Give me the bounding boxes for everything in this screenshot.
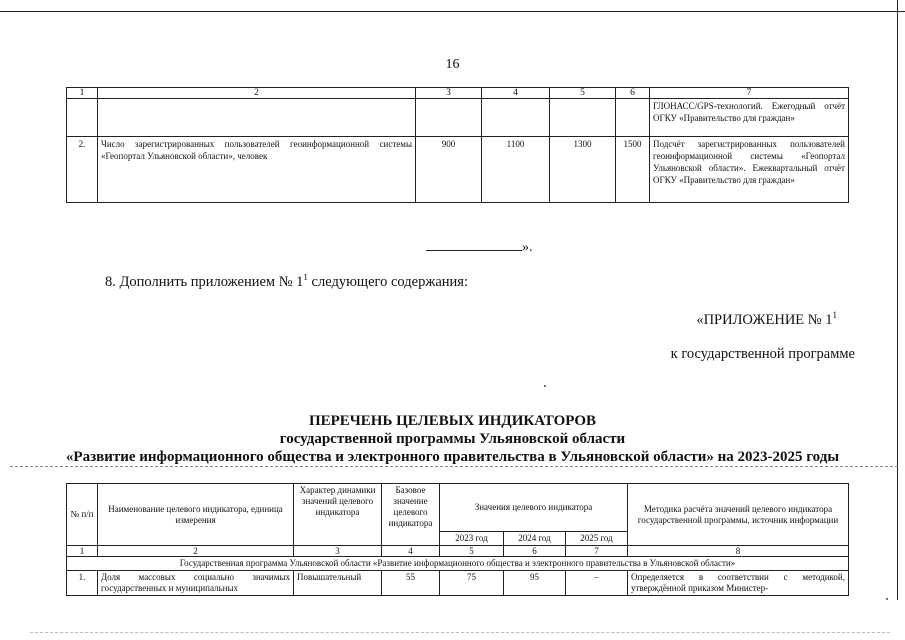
method-cell: Определяется в соответствии с методикой, утверждённой приказом Министер- [628,571,849,596]
value-cell: 1300 [550,137,616,203]
item-tail: следующего содержания: [307,274,468,290]
method-cell: Подсчёт зарегистрированных пользователей геоинформационной системы «Геопортал Ульяновской области». Ежеквартальный отчёт ОГКУ «Правительство для граждан» [650,137,849,203]
col-number: 7 [650,88,849,99]
col-number: 5 [550,88,616,99]
value-cell: 75 [440,571,504,596]
row-number: 2. [67,137,98,203]
table-row [67,571,849,596]
appendix-label [696,312,837,329]
title-line: ПЕРЕЧЕНЬ ЦЕЛЕВЫХ ИНДИКАТОРОВ [308,413,597,429]
scan-artifact-line [10,466,898,467]
header-year: 2025 год [566,532,628,546]
scan-artifact-bottom-line [30,632,890,633]
col-number: 1 [67,88,98,99]
scan-speck [886,598,888,600]
document-title [0,412,905,466]
indicator-name: Доля массовых социально значимых государственных и муниципальных [98,571,294,596]
value-cell: 900 [416,137,482,203]
col-number: 5 [440,546,504,557]
item-text: 8. Дополнить приложением № 1 [105,274,304,290]
end-quote: ». [522,240,533,255]
end-underline [426,250,522,251]
indicators-table-continuation [66,87,849,203]
table-row [67,137,849,203]
header-no: № п/п [67,484,98,546]
value-cell: 95 [504,571,566,596]
header-method: Методика расчёта значений целевого индикатора государственной программы, источник информации [628,484,849,546]
top-border-line [0,11,905,12]
col-number: 8 [628,546,849,557]
program-title-cell: Государственная программа Ульяновской области «Развитие информационного общества и электронного правительства в Ульяновской области» [67,557,849,571]
superscript: 1 [832,310,837,321]
appendix-text: «ПРИЛОЖЕНИЕ № 1 [696,312,833,328]
col-number: 3 [416,88,482,99]
col-number: 2 [98,88,416,99]
col-number: 4 [382,546,440,557]
col-number: 3 [294,546,382,557]
appendix-subtitle: к государственной программе [670,346,855,362]
superscript: 1 [303,272,308,283]
dynamics-cell: Повышательный [294,571,382,596]
table-row [67,99,849,137]
indicators-table [66,483,849,596]
program-row [67,557,849,571]
value-cell: – [566,571,628,596]
header-name: Наименование целевого индикатора, единица измерения [98,484,294,546]
header-base: Базовое значение целевого индикатора [382,484,440,546]
indicator-name: Число зарегистрированных пользователей геоинформационной системы «Геопортал Ульяновской области», человек [98,137,416,203]
col-number: 4 [482,88,550,99]
value-cell: 1500 [616,137,650,203]
row-number: 1. [67,571,98,596]
method-cell: ГЛОНАСС/GPS-технологий. Ежегодный отчёт ОГКУ «Правительство для граждан» [650,99,849,137]
col-number: 7 [566,546,628,557]
header-year: 2023 год [440,532,504,546]
scan-speck [544,385,546,387]
header-year: 2024 год [504,532,566,546]
header-values: Значения целевого индикатора [440,484,628,532]
header-row [67,484,849,532]
base-value-cell: 55 [382,571,440,596]
col-number: 1 [67,546,98,557]
header-dynamics: Характер динамики значений целевого индикатора [294,484,382,546]
col-number: 6 [616,88,650,99]
col-number: 2 [98,546,294,557]
title-line: государственной программы Ульяновской области [279,431,626,447]
amendment-item-8 [105,274,468,291]
col-number: 6 [504,546,566,557]
title-line: «Развитие информационного общества и электронного правительства в Ульяновской области» на 2023-2025 годы [65,449,840,465]
right-border-line [897,0,898,600]
page-number: 16 [445,57,460,72]
column-numbers-row [67,88,849,99]
value-cell: 1100 [482,137,550,203]
column-numbers-row [67,546,849,557]
